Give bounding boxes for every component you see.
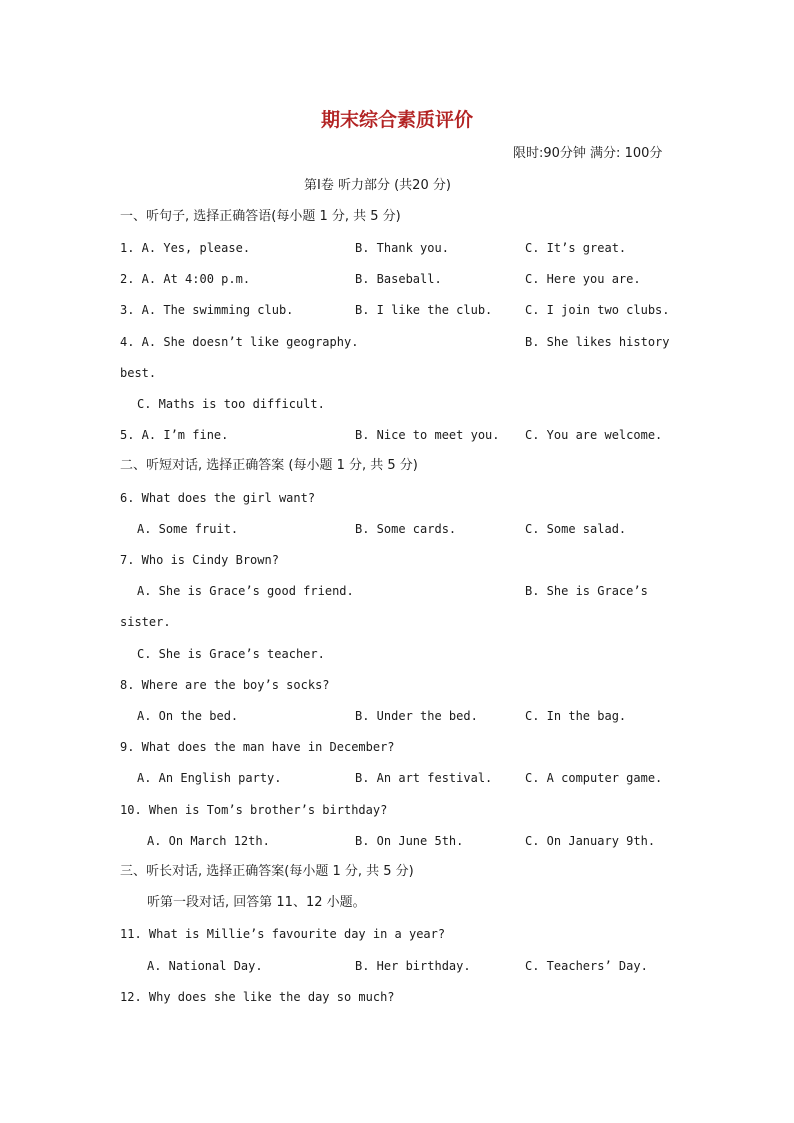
section-3-heading: 三、听长对话, 选择正确答案(每小题 1 分, 共 5 分)	[120, 864, 414, 879]
q8-option-a: A. On the bed.	[137, 709, 239, 723]
q8-stem: 8. Where are the boy’s socks?	[120, 678, 330, 692]
q5-option-b: B. Nice to meet you.	[355, 428, 500, 442]
q9-option-a: A. An English party.	[137, 771, 282, 785]
q3-option-a: 3. A. The swimming club.	[120, 303, 294, 317]
q7-option-b: B. She is Grace’s	[525, 584, 648, 598]
q10-option-c: C. On January 9th.	[525, 834, 656, 848]
q2-option-c: C. Here you are.	[525, 272, 641, 286]
q7-option-b-continued: sister.	[120, 615, 171, 629]
q10-option-b: B. On June 5th.	[355, 834, 464, 848]
q11-option-c: C. Teachers’ Day.	[525, 959, 648, 973]
q7-option-a: A. She is Grace’s good friend.	[137, 584, 354, 598]
q7-option-c: C. She is Grace’s teacher.	[137, 647, 325, 661]
q11-option-a: A. National Day.	[147, 959, 263, 973]
q10-option-a: A. On March 12th.	[147, 834, 270, 848]
q3-option-c: C. I join two clubs.	[525, 303, 670, 317]
q6-stem: 6. What does the girl want?	[120, 491, 316, 505]
q4-option-a: 4. A. She doesn’t like geography.	[120, 335, 359, 349]
q8-option-b: B. Under the bed.	[355, 709, 478, 723]
q6-option-c: C. Some salad.	[525, 522, 627, 536]
q1-option-b: B. Thank you.	[355, 241, 449, 255]
q9-option-c: C. A computer game.	[525, 771, 663, 785]
q4-option-b: B. She likes history	[525, 335, 670, 349]
q12-stem: 12. Why does she like the day so much?	[120, 990, 395, 1004]
section-1-heading: 一、听句子, 选择正确答语(每小题 1 分, 共 5 分)	[120, 209, 401, 224]
q2-option-b: B. Baseball.	[355, 272, 442, 286]
part-heading: 第Ⅰ卷 听力部分 (共20 分)	[304, 178, 451, 193]
q11-stem: 11. What is Millie’s favourite day in a year?	[120, 927, 446, 941]
q6-option-a: A. Some fruit.	[137, 522, 239, 536]
q8-option-c: C. In the bag.	[525, 709, 627, 723]
section-2-heading: 二、听短对话, 选择正确答案 (每小题 1 分, 共 5 分)	[120, 458, 418, 473]
q1-option-c: C. It’s great.	[525, 241, 627, 255]
q4-option-c: C. Maths is too difficult.	[137, 397, 325, 411]
q5-option-a: 5. A. I’m fine.	[120, 428, 229, 442]
q9-option-b: B. An art festival.	[355, 771, 493, 785]
q4-option-b-continued: best.	[120, 366, 157, 380]
q10-stem: 10. When is Tom’s brother’s birthday?	[120, 803, 388, 817]
q9-stem: 9. What does the man have in December?	[120, 740, 395, 754]
exam-title: 期末综合素质评价	[320, 109, 473, 131]
q2-option-a: 2. A. At 4:00 p.m.	[120, 272, 251, 286]
q3-option-b: B. I like the club.	[355, 303, 493, 317]
q5-option-c: C. You are welcome.	[525, 428, 663, 442]
q7-stem: 7. Who is Cindy Brown?	[120, 553, 279, 567]
q11-option-b: B. Her birthday.	[355, 959, 471, 973]
time-score-info: 限时:90分钟 满分: 100分	[513, 146, 663, 161]
section-3-intro: 听第一段对话, 回答第 11、12 小题。	[147, 895, 366, 910]
q6-option-b: B. Some cards.	[355, 522, 457, 536]
q1-option-a: 1. A. Yes, please.	[120, 241, 251, 255]
